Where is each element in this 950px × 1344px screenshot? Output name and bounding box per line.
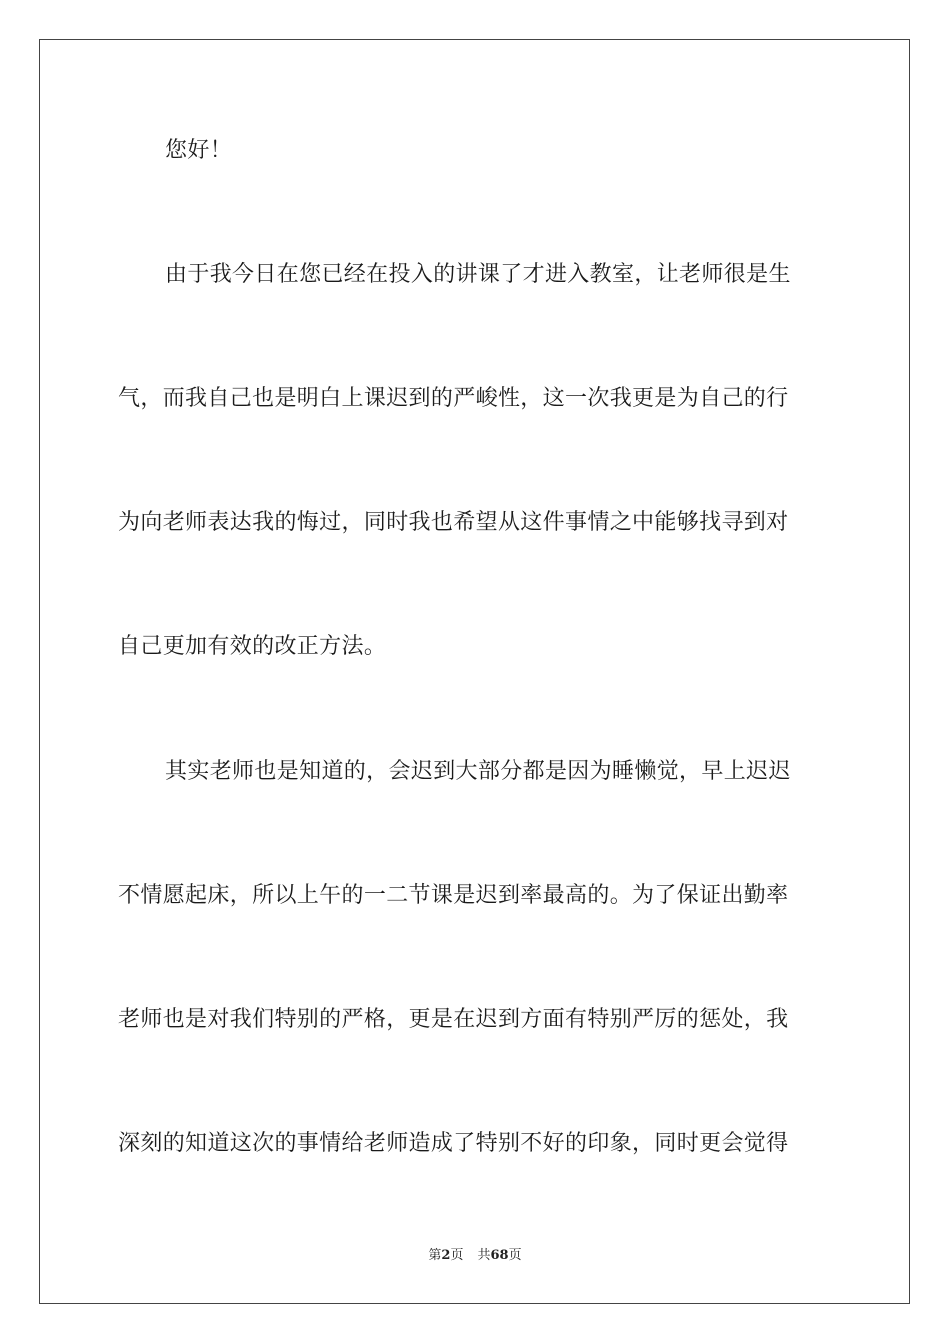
paragraph-2-line-4: 深刻的知道这次的事情给老师造成了特别不好的印象，同时更会觉得 xyxy=(118,1131,789,1156)
footer-total-pages: 68 xyxy=(490,1248,509,1263)
footer-total-suffix: 页 xyxy=(508,1248,522,1263)
paragraph-1-line-1: 由于我今日在您已经在投入的讲课了才进入教室，让老师很是生 xyxy=(165,262,791,287)
paragraph-2-line-1: 其实老师也是知道的，会迟到大部分都是因为睡懒觉，早上迟迟 xyxy=(165,759,791,784)
paragraph-1-line-3: 为向老师表达我的悔过，同时我也希望从这件事情之中能够找寻到对 xyxy=(118,510,789,535)
paragraph-2-line-3: 老师也是对我们特别的严格，更是在迟到方面有特别严厉的惩处，我 xyxy=(118,1007,789,1032)
page-border xyxy=(39,39,910,1304)
footer-page-number: 2 xyxy=(441,1248,451,1263)
paragraph-2-line-2: 不情愿起床，所以上午的一二节课是迟到率最高的。为了保证出勤率 xyxy=(118,883,789,908)
footer-page-prefix: 第 xyxy=(428,1248,442,1263)
footer-page-suffix: 页 xyxy=(450,1248,464,1263)
paragraph-1-line-4: 自己更加有效的改正方法。 xyxy=(118,634,387,659)
paragraph-1-line-2: 气，而我自己也是明白上课迟到的严峻性，这一次我更是为自己的行 xyxy=(118,386,789,411)
footer-total-prefix: 共 xyxy=(477,1248,491,1263)
page-footer xyxy=(0,1247,950,1265)
greeting-line: 您好！ xyxy=(165,138,233,163)
